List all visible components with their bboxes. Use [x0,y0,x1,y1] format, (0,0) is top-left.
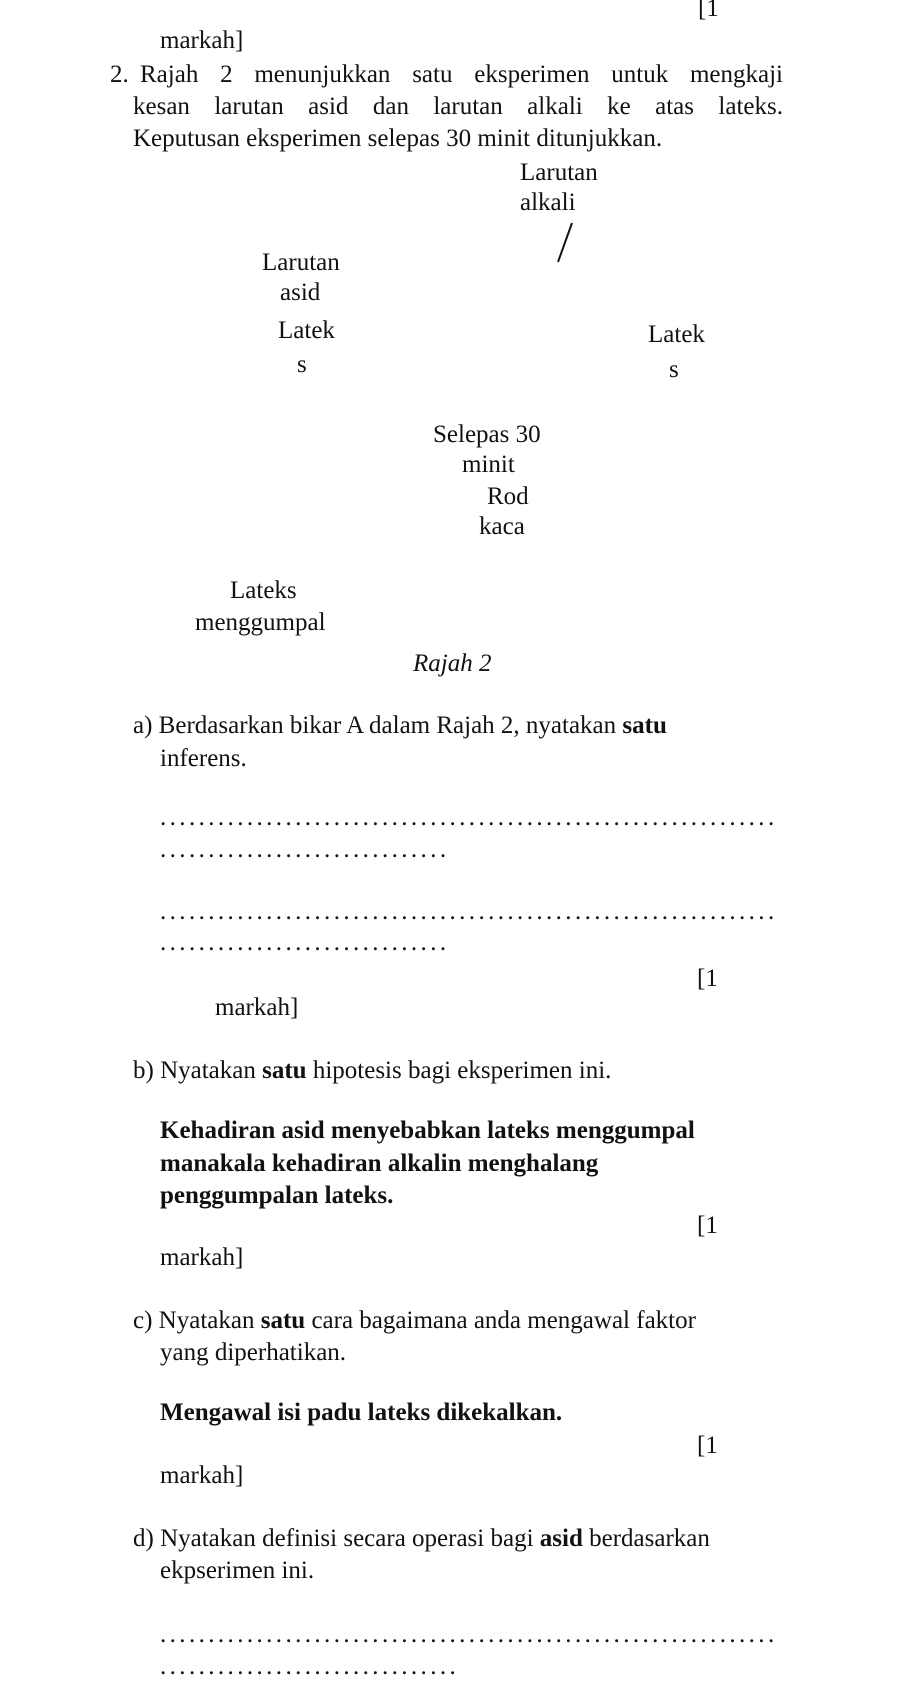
answer-line-a2[interactable]: .............................. [160,836,450,863]
latex-left-line2: s [297,351,307,378]
alkali-label-line1: Larutan [520,159,598,186]
part-b-answer-1: Kehadiran asid menyebabkan lateks menggumpal [160,1117,695,1144]
part-a-question [133,711,667,741]
part-b-question [133,1056,611,1086]
part-a-bold: satu [622,712,667,739]
part-c-line2: yang diperhatikan. [160,1339,347,1366]
part-c-bold: satu [260,1307,306,1334]
part-c-text: c) Nyatakan [133,1307,261,1334]
question-line-3: Keputusan eksperimen selepas 30 minit ditunjukkan. [133,125,663,152]
part-a-line2: inferens. [160,745,247,772]
time-label-line1: Selepas 30 [433,421,541,448]
part-c-question [133,1306,696,1336]
part-b-mark-bracket: [1 [697,1212,718,1239]
alkali-label-line2: alkali [520,189,576,216]
answer-line-d2[interactable]: ............................... [160,1653,460,1680]
part-b-mark-label: markah] [160,1244,244,1271]
part-c-mark-bracket: [1 [697,1432,718,1459]
mark-label: markah] [160,27,244,54]
answer-line-a3[interactable]: ................................................................ [160,898,778,925]
time-label-line2: minit [462,451,515,478]
part-a-text: a) Berdasarkan bikar A dalam Rajah 2, nyatakan [133,712,623,739]
pointer-line [550,220,580,265]
part-d-line2: ekpserimen ini. [160,1557,315,1584]
part-d-bold: asid [539,1525,583,1552]
part-d-text: d) Nyatakan definisi secara operasi bagi [133,1525,540,1552]
coagulate-label-line2: menggumpal [195,609,326,636]
latex-left-line1: Latek [278,317,335,344]
question-number: 2. [110,61,129,88]
part-d-text-end: berdasarkan [582,1525,710,1552]
latex-right-line2: s [669,356,679,383]
acid-label-line2: asid [280,279,321,306]
latex-right-line1: Latek [648,321,705,348]
answer-line-d1[interactable]: ................................................................ [160,1621,778,1648]
part-c-text-end: cara bagaimana anda mengawal faktor [305,1307,696,1334]
part-a-mark-label: markah] [215,994,299,1021]
rod-label-line2: kaca [479,513,525,540]
part-b-answer-2: manakala kehadiran alkalin menghalang [160,1150,599,1177]
question-line-1: Rajah 2 menunjukkan satu eksperimen untuk mengkaji [140,61,783,88]
part-a-mark-bracket: [1 [697,965,718,992]
part-d-question [133,1524,710,1554]
answer-line-a1[interactable]: ................................................................ [160,804,778,831]
part-b-text-end: hipotesis bagi eksperimen ini. [306,1057,612,1084]
answer-line-a4[interactable]: .............................. [160,929,450,956]
part-b-answer-3: penggumpalan lateks. [160,1182,394,1209]
question-line-2: kesan larutan asid dan larutan alkali ke atas lateks. [133,93,783,120]
mark-bracket: [1 [698,0,719,22]
part-c-answer: Mengawal isi padu lateks dikekalkan. [160,1399,563,1426]
coagulate-label-line1: Lateks [230,577,297,604]
rod-label-line1: Rod [487,483,529,510]
part-c-mark-label: markah] [160,1462,244,1489]
part-b-text: b) Nyatakan [133,1057,263,1084]
part-b-bold: satu [262,1057,307,1084]
figure-caption: Rajah 2 [413,650,492,677]
acid-label-line1: Larutan [262,249,340,276]
